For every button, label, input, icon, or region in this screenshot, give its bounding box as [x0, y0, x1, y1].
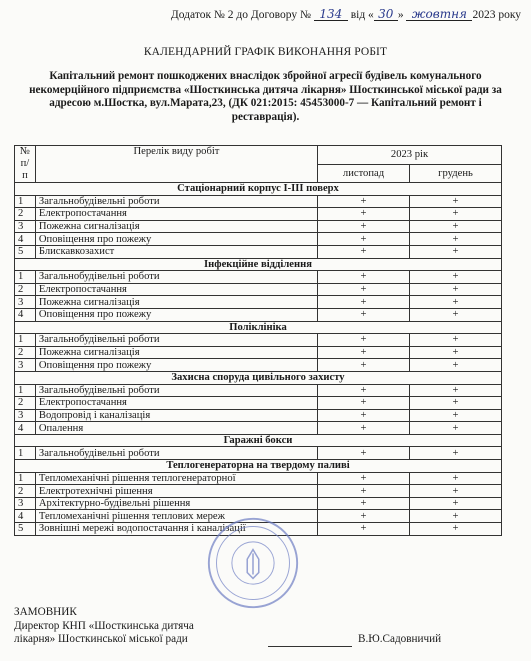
row-number: 4: [15, 422, 36, 435]
section-row: [15, 434, 502, 447]
section-row: [15, 371, 502, 384]
work-name: Загальнобудівельні роботи: [35, 334, 317, 347]
row-number: 1: [15, 195, 36, 208]
row-number: 3: [15, 497, 36, 510]
row-number: 2: [15, 485, 36, 498]
row-number: 1: [15, 271, 36, 284]
work-name: Електропостачання: [35, 397, 317, 410]
work-name: Загальнобудівельні роботи: [35, 447, 317, 460]
document-subtitle: Капітальний ремонт пошкоджених внаслідок збройної агресії будівель комунального некомерційного підприємства «Шосткинська дитяча лікарня» Шосткинської міської ради за адресою м.Шостка, вул.Марата,23, (ДК 021:2015: 45453000-7 — Капітальний ремонт і реставрація).: [29, 70, 502, 123]
mark-november: +: [318, 308, 410, 321]
mark-november: +: [318, 220, 410, 233]
section-row: [15, 460, 502, 473]
row-number: 4: [15, 308, 36, 321]
contract-month: жовтня: [406, 8, 472, 21]
work-name: Електропостачання: [35, 208, 317, 221]
table-row: [15, 359, 502, 372]
section-title: Гаражні бокси: [15, 434, 502, 447]
mark-november: +: [318, 346, 410, 359]
table-row: [15, 245, 502, 258]
mark-december: +: [410, 510, 502, 523]
table-row: [15, 334, 502, 347]
mark-november: +: [318, 447, 410, 460]
row-number: 1: [15, 334, 36, 347]
row-number: 5: [15, 245, 36, 258]
mark-november: +: [318, 384, 410, 397]
table-row: [15, 384, 502, 397]
mark-november: +: [318, 472, 410, 485]
col-month-1: листопад: [318, 164, 410, 183]
mark-december: +: [410, 334, 502, 347]
work-name: Зовнішні мережі водопостачання і каналізації: [35, 523, 317, 536]
row-number: 3: [15, 296, 36, 309]
table-row: [15, 271, 502, 284]
mark-december: +: [410, 409, 502, 422]
table-row: [15, 208, 502, 221]
row-number: 2: [15, 346, 36, 359]
mark-november: +: [318, 296, 410, 309]
work-name: Загальнобудівельні роботи: [35, 271, 317, 284]
mark-december: +: [410, 523, 502, 536]
section-row: [15, 183, 502, 196]
mark-december: +: [410, 384, 502, 397]
position-line-1: Директор КНП «Шосткинська дитяча: [14, 619, 194, 632]
work-name: Блискавкозахист: [35, 245, 317, 258]
section-title: Інфекційне відділення: [15, 258, 502, 271]
mark-december: +: [410, 397, 502, 410]
section-title: Захисна споруда цивільного захисту: [15, 371, 502, 384]
table-row: [15, 523, 502, 536]
year-suffix: 2023 року: [472, 9, 521, 21]
work-name: Водопровід і каналізація: [35, 409, 317, 422]
schedule-table: [14, 145, 502, 536]
col-work-header: Перелік виду робіт: [35, 146, 317, 183]
table-row: [15, 409, 502, 422]
work-name: Тепломеханічні рішення теплових мереж: [35, 510, 317, 523]
from-word: від «: [350, 9, 374, 21]
table-row: [15, 283, 502, 296]
mark-november: +: [318, 409, 410, 422]
table-row: [15, 308, 502, 321]
table-row: [15, 497, 502, 510]
table-row: [15, 485, 502, 498]
mark-december: +: [410, 245, 502, 258]
work-name: Загальнобудівельні роботи: [35, 195, 317, 208]
row-number: 2: [15, 397, 36, 410]
col-month-2: грудень: [410, 164, 502, 183]
work-name: Архітектурно-будівельні рішення: [35, 497, 317, 510]
table-header-row: [15, 146, 502, 165]
col-num-header: № п/п: [15, 146, 36, 183]
section-row: [15, 321, 502, 334]
mark-november: +: [318, 397, 410, 410]
work-name: Оповіщення про пожежу: [35, 359, 317, 372]
mark-december: +: [410, 497, 502, 510]
work-name: Тепломеханічні рішення теплогенераторної: [35, 472, 317, 485]
mark-november: +: [318, 195, 410, 208]
work-name: Електропостачання: [35, 283, 317, 296]
section-title: Теплогенераторна на твердому паливі: [15, 460, 502, 473]
work-name: Електротехнічні рішення: [35, 485, 317, 498]
row-number: 3: [15, 220, 36, 233]
mark-december: +: [410, 195, 502, 208]
contract-day: 30: [374, 8, 398, 21]
row-number: 1: [15, 472, 36, 485]
mark-december: +: [410, 472, 502, 485]
table-row: [15, 510, 502, 523]
row-number: 2: [15, 208, 36, 221]
table-row: [15, 397, 502, 410]
table-row: [15, 346, 502, 359]
row-number: 4: [15, 233, 36, 246]
mark-november: +: [318, 283, 410, 296]
mark-december: +: [410, 283, 502, 296]
signer-name: В.Ю.Садовничий: [358, 633, 442, 645]
customer-label: ЗАМОВНИК: [14, 606, 77, 618]
row-number: 1: [15, 384, 36, 397]
mark-november: +: [318, 233, 410, 246]
mark-december: +: [410, 296, 502, 309]
work-name: Опалення: [35, 422, 317, 435]
table-row: [15, 296, 502, 309]
table-row: [15, 220, 502, 233]
appendix-header: [171, 8, 521, 21]
work-name: Загальнобудівельні роботи: [35, 384, 317, 397]
row-number: 3: [15, 409, 36, 422]
mark-december: +: [410, 271, 502, 284]
mark-december: +: [410, 447, 502, 460]
section-title: Поліклініка: [15, 321, 502, 334]
table-row: [15, 422, 502, 435]
mark-november: +: [318, 359, 410, 372]
row-number: 3: [15, 359, 36, 372]
footer-block: [14, 606, 194, 647]
mark-december: +: [410, 485, 502, 498]
section-row: [15, 258, 502, 271]
row-number: 5: [15, 523, 36, 536]
work-name: Пожежна сигналізація: [35, 346, 317, 359]
mark-december: +: [410, 220, 502, 233]
mark-november: +: [318, 422, 410, 435]
work-name: Пожежна сигналізація: [35, 220, 317, 233]
mark-november: +: [318, 271, 410, 284]
mark-december: +: [410, 308, 502, 321]
mark-december: +: [410, 233, 502, 246]
row-number: 1: [15, 447, 36, 460]
row-number: 2: [15, 283, 36, 296]
work-name: Оповіщення про пожежу: [35, 233, 317, 246]
quote-close: »: [397, 9, 404, 21]
table-row: [15, 195, 502, 208]
mark-december: +: [410, 422, 502, 435]
row-number: 4: [15, 510, 36, 523]
mark-december: +: [410, 346, 502, 359]
mark-november: +: [318, 497, 410, 510]
mark-november: +: [318, 485, 410, 498]
document-title: КАЛЕНДАРНИЙ ГРАФІК ВИКОНАННЯ РОБІТ: [143, 46, 388, 58]
mark-november: +: [318, 245, 410, 258]
signature-line: [268, 646, 352, 647]
mark-december: +: [410, 359, 502, 372]
work-name: Оповіщення про пожежу: [35, 308, 317, 321]
mark-november: +: [318, 208, 410, 221]
mark-november: +: [318, 523, 410, 536]
table-row: [15, 472, 502, 485]
mark-november: +: [318, 510, 410, 523]
section-title: Стаціонарний корпус І-ІІІ поверх: [15, 183, 502, 196]
contract-number: 134: [314, 8, 348, 21]
table-row: [15, 447, 502, 460]
table-row: [15, 233, 502, 246]
mark-november: +: [318, 334, 410, 347]
mark-december: +: [410, 208, 502, 221]
appendix-prefix: Додаток № 2 до Договору №: [170, 9, 311, 21]
position-line-2: лікарня» Шосткинської міської ради: [14, 633, 188, 645]
work-name: Пожежна сигналізація: [35, 296, 317, 309]
col-year-header: 2023 рік: [318, 146, 502, 165]
